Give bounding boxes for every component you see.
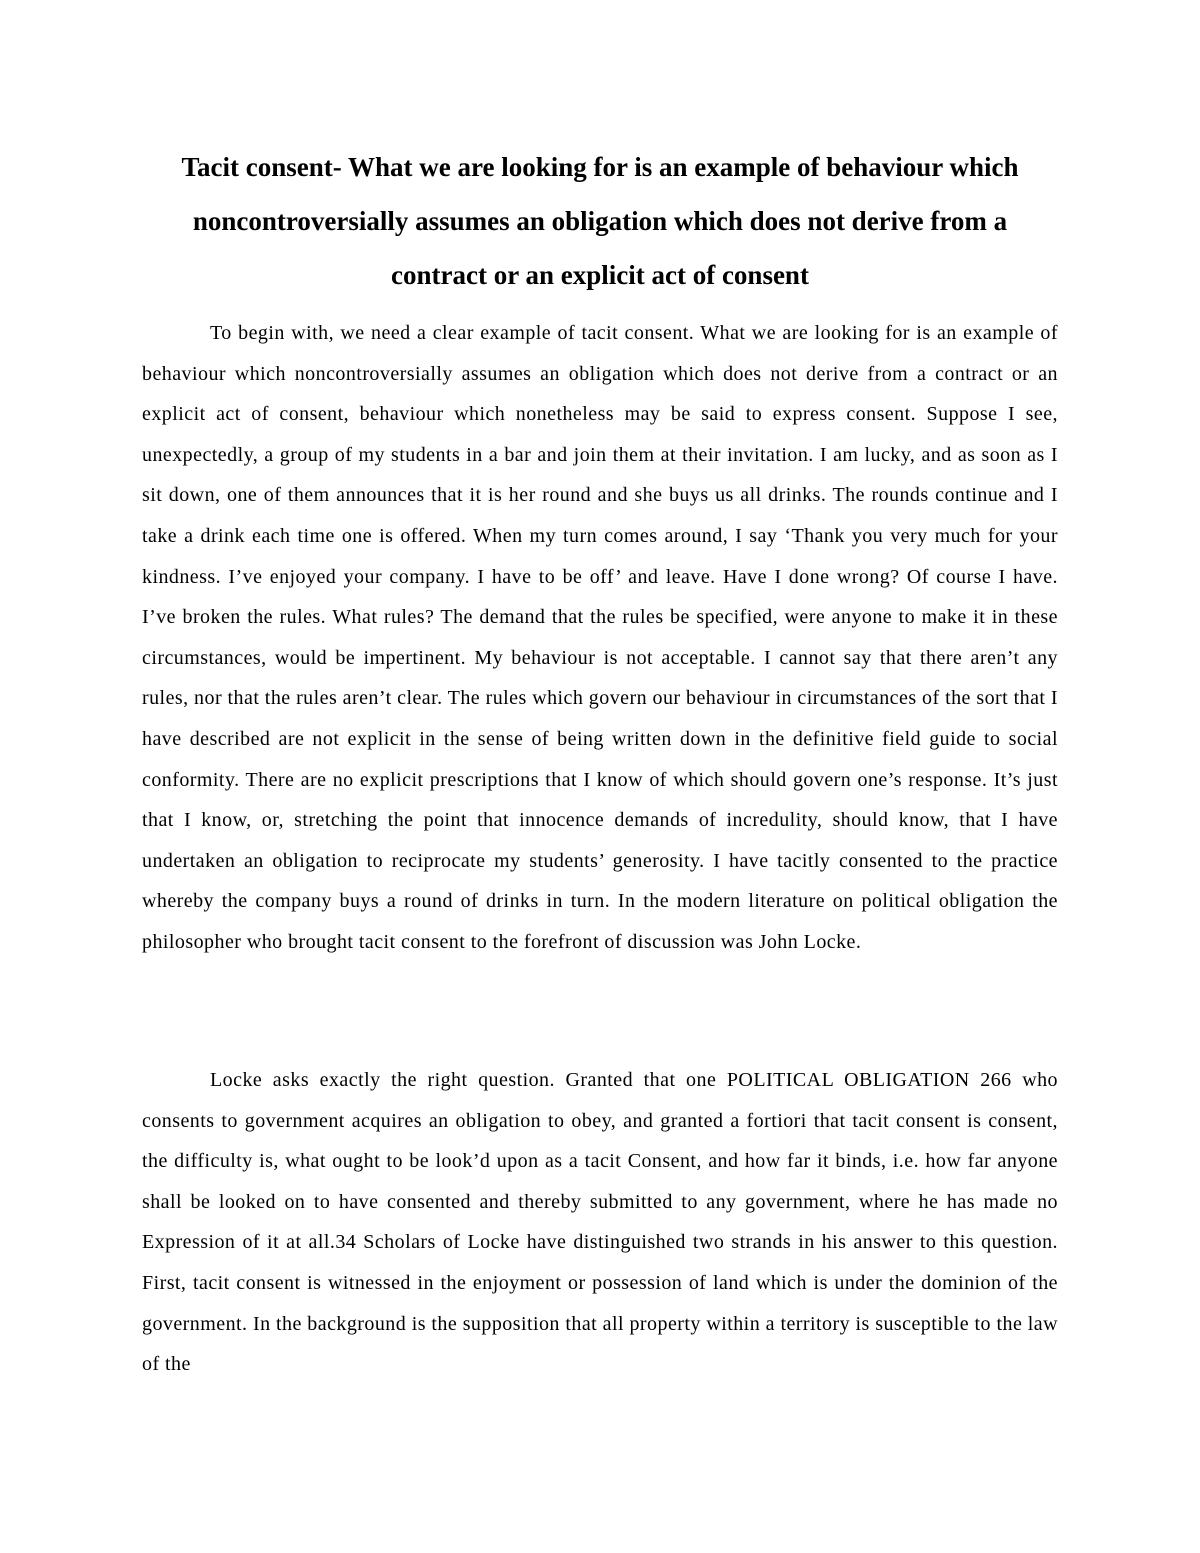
document-title: Tacit consent- What we are looking for is an example of behaviour which noncontroversially assumes an obligation which does not derive from a contract or an explicit act of consent xyxy=(181,152,1019,290)
body-paragraph: To begin with, we need a clear example of tacit consent. What we are looking for is an example of behaviour which noncontroversially assumes an obligation which does not derive from a contract or an explicit act of consent, behaviour which nonetheless may be said to express consent. Suppose I see, unexpectedly, a group of my students in a bar and join them at their invitation. I am lucky, and as soon as I sit down, one of them announces that it is her round and she buys us all drinks. The rounds continue and I take a drink each time one is offered. When my turn comes around, I say ‘Thank you very much for your kindness. I’ve enjoyed your company. I have to be off’ and leave. Have I done wrong? Of course I have. I’ve broken the rules. What rules? The demand that the rules be specified, were anyone to make it in these circumstances, would be impertinent. My behaviour is not acceptable. I cannot say that there aren’t any rules, nor that the rules aren’t clear. The rules which govern our behaviour in circumstances of the sort that I have described are not explicit in the sense of being written down in the definitive field guide to social conformity. There are no explicit prescriptions that I know of which should govern one’s response. It’s just that I know, or, stretching the point that innocence demands of incredulity, should know, that I have undertaken an obligation to reciprocate my students’ generosity. I have tacitly consented to the practice whereby the company buys a round of drinks in turn. In the modern literature on political obligation the philosopher who brought tacit consent to the forefront of discussion was John Locke. xyxy=(142,322,1058,953)
body-paragraph: Locke asks exactly the right question. Granted that one POLITICAL OBLIGATION 266 who consents to government acquires an obligation to obey, and granted a fortiori that tacit consent is consent, the difficulty is, what ought to be look’d upon as a tacit Consent, and how far it binds, i.e. how far anyone shall be looked on to have consented and thereby submitted to any government, where he has made no Expression of it at all.34 Scholars of Locke have distinguished two strands in his answer to this question. First, tacit consent is witnessed in the enjoyment or possession of land which is under the dominion of the government. In the background is the supposition that all property within a territory is susceptible to the law of the xyxy=(142,1069,1058,1376)
